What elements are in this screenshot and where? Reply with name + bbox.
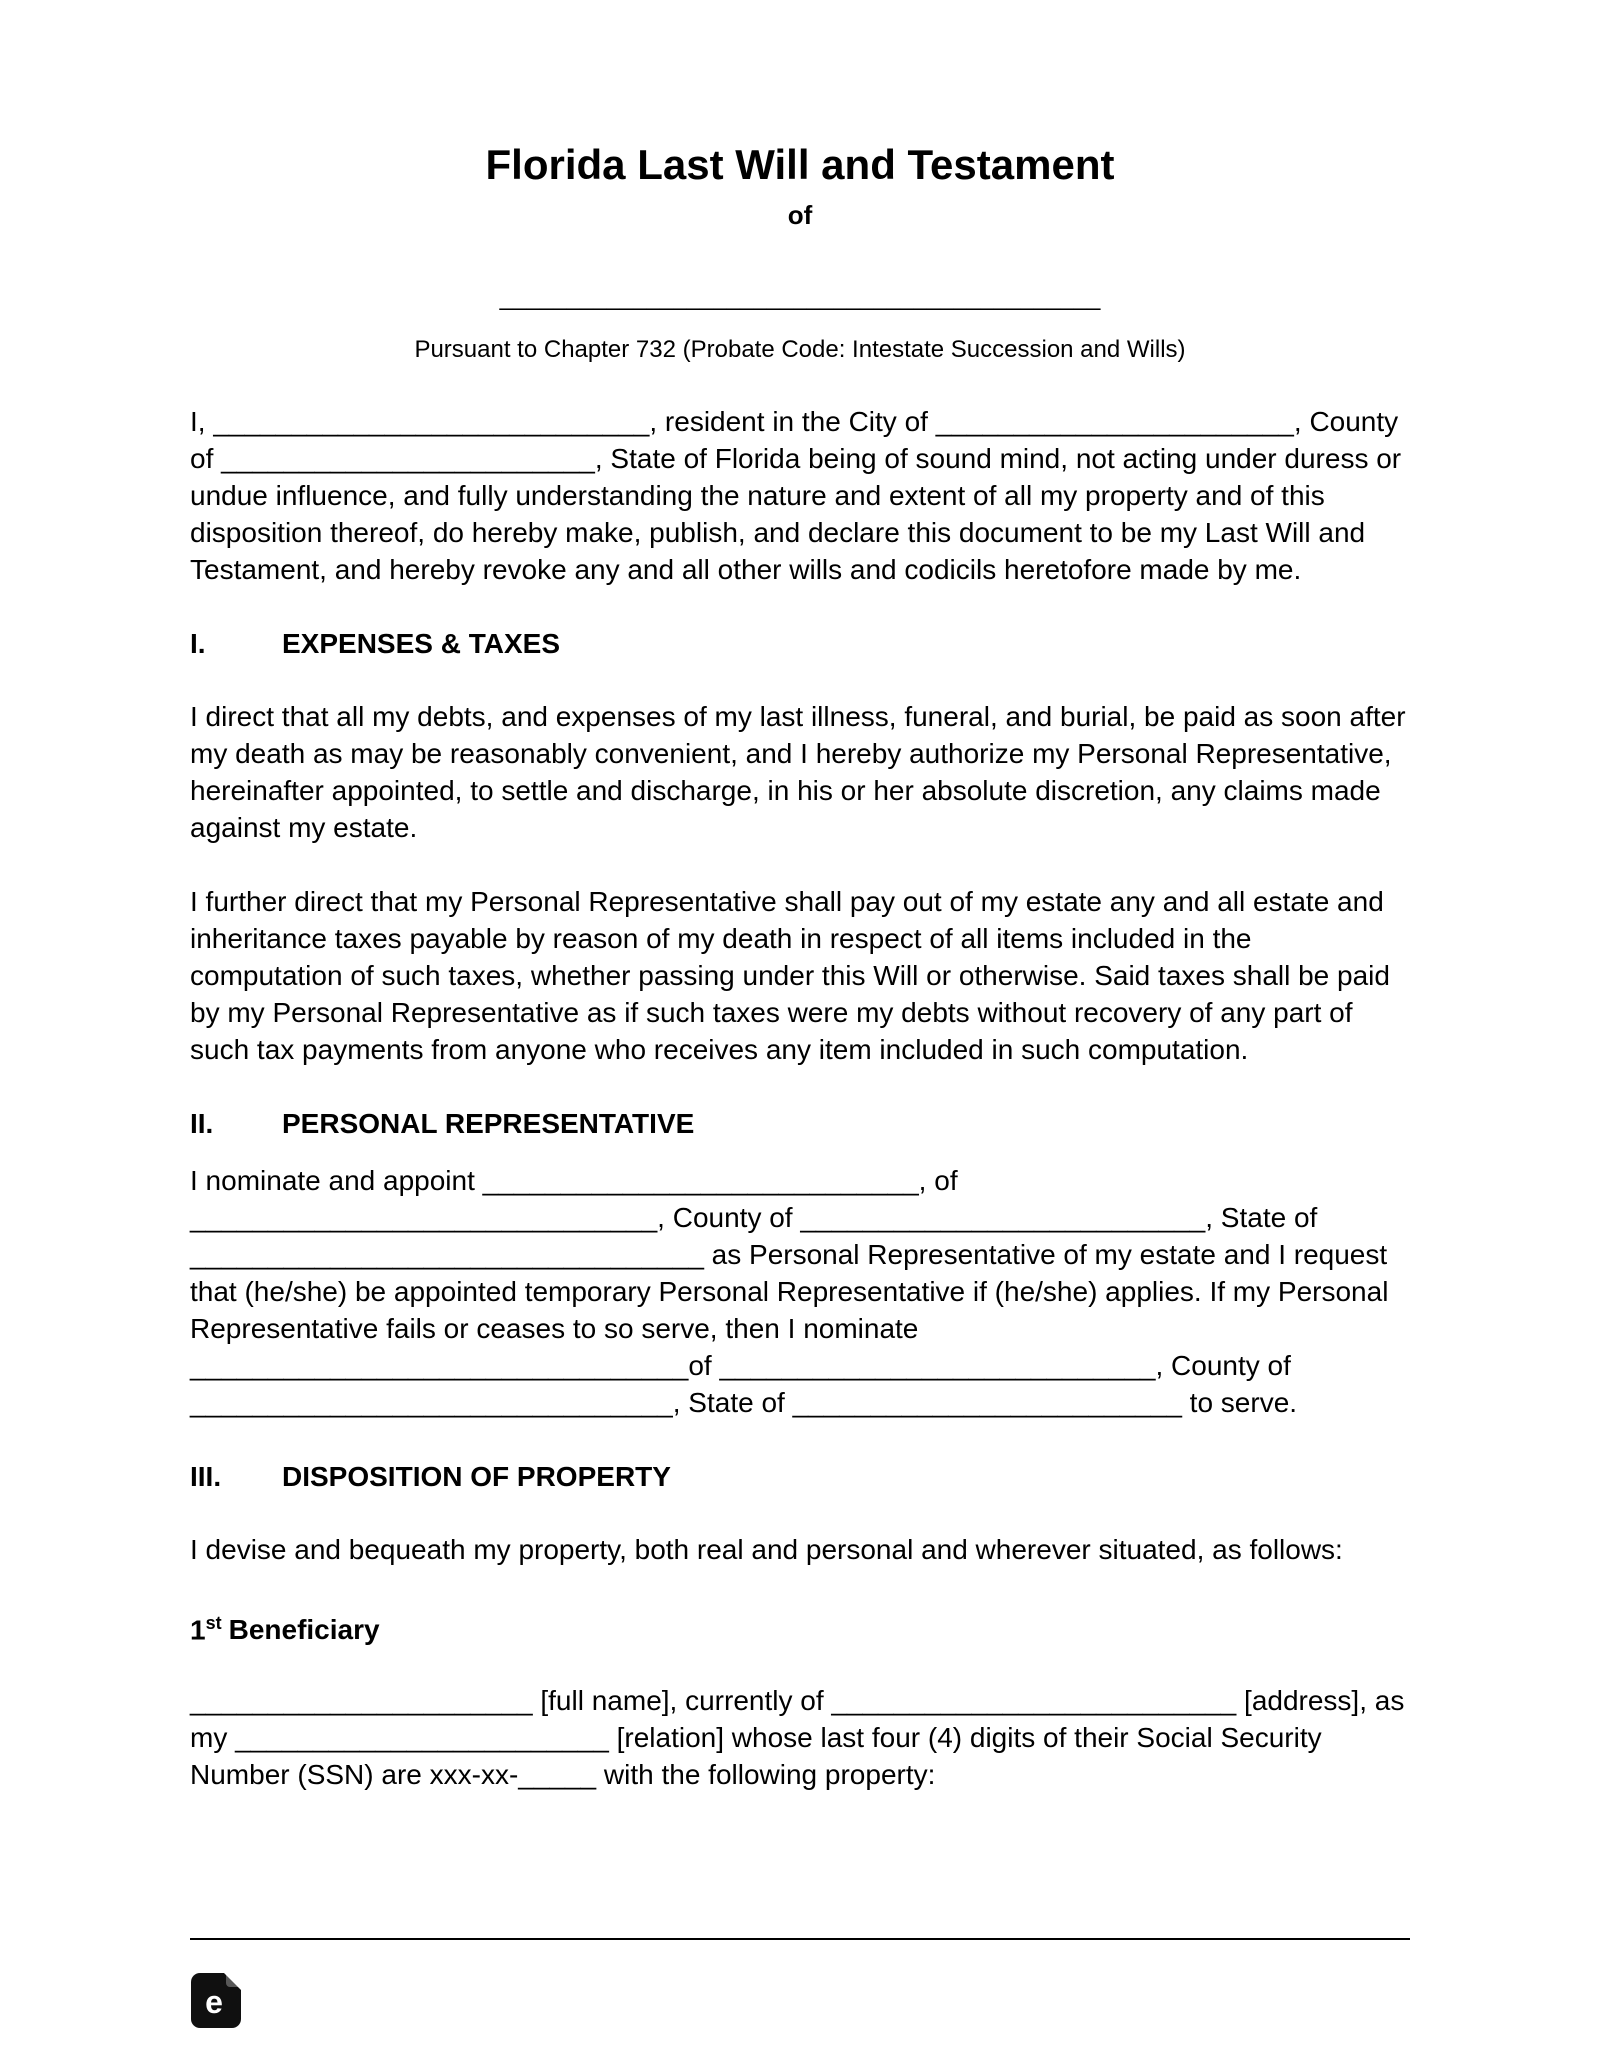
eforms-logo-letter: e [205,1984,223,2020]
section-title: PERSONAL REPRESENTATIVE [282,1108,695,1139]
disposition-paragraph: I devise and bequeath my property, both real and personal and wherever situated, as follows: [190,1534,1343,1565]
property-blank-rule [190,1938,1410,1940]
section-title: DISPOSITION OF PROPERTY [282,1461,671,1492]
eforms-logo [190,1972,242,2028]
expenses-taxes-paragraph-1: I direct that all my debts, and expenses of my last illness, funeral, and burial, be paid as soon after my death as may be reasonably convenient, and I hereby authorize my Personal Representative, hereinafter appointed, to settle and discharge, in his or her absolute discretion, any claims made against my estate. [190,701,1406,843]
eforms-logo-icon [190,1972,242,2028]
expenses-taxes-paragraph-2: I further direct that my Personal Representative shall pay out of my estate any and all estate and inheritance taxes payable by reason of my death in respect of all items included in the computation of such taxes, whether passing under this Will or otherwise. Said taxes shall be paid by my Personal Representative as if such taxes were my debts without recovery of any part of such tax payments from anyone who receives any item included in such computation. [190,886,1390,1065]
section-number: I. [190,628,206,659]
opening-declaration-paragraph: I, ____________________________, resident in the City of _______________________, County of ________________________, State of Florida being of sound mind, not acting under duress or undue influence, and fully understanding the nature and extent of all my property and of this disposition thereof, do hereby make, publish, and declare this document to be my Last Will and Testament, and hereby revoke any and all other wills and codicils heretofore made by me. [190,406,1402,585]
beneficiary-ordinal-suffix: st [205,1613,222,1633]
section-heading-personal-representative [190,1105,1410,1142]
personal-representative-paragraph: I nominate and appoint ____________________________, of ______________________________, County of __________________________, State of _________________________________ as Personal Representative of my estate and I request that (he/she) be appointed temporary Personal Representative if (he/she) applies. If my Personal Representative fails or ceases to so serve, then I nominate ________________________________of ____________________________, County of _______________________________, State of _________________________ to serve. [190,1165,1389,1418]
section-title: EXPENSES & TAXES [282,628,561,659]
section-number: II. [190,1108,214,1139]
statute-reference-line: Pursuant to Chapter 732 (Probate Code: Intestate Succession and Wills) [414,336,1186,363]
document-title: Florida Last Will and Testament [485,141,1115,188]
first-beneficiary-paragraph: ______________________ [full name], currently of __________________________ [address], as my ________________________ [relation] whose last four (4) digits of their Social Security Number (SSN) are xxx-xx-_____ with the following property: [190,1685,1405,1791]
section-heading-expenses-and-taxes [190,625,1410,662]
beneficiary-label: Beneficiary [228,1614,380,1646]
section-number: III. [190,1461,222,1492]
document-subtitle-of: of [787,200,813,230]
beneficiary-ordinal: 1 [190,1614,206,1646]
testator-name-blank-line: _____________________________________________ [499,284,1101,311]
section-heading-disposition-of-property [190,1458,1410,1495]
first-beneficiary-heading [190,1605,1410,1648]
